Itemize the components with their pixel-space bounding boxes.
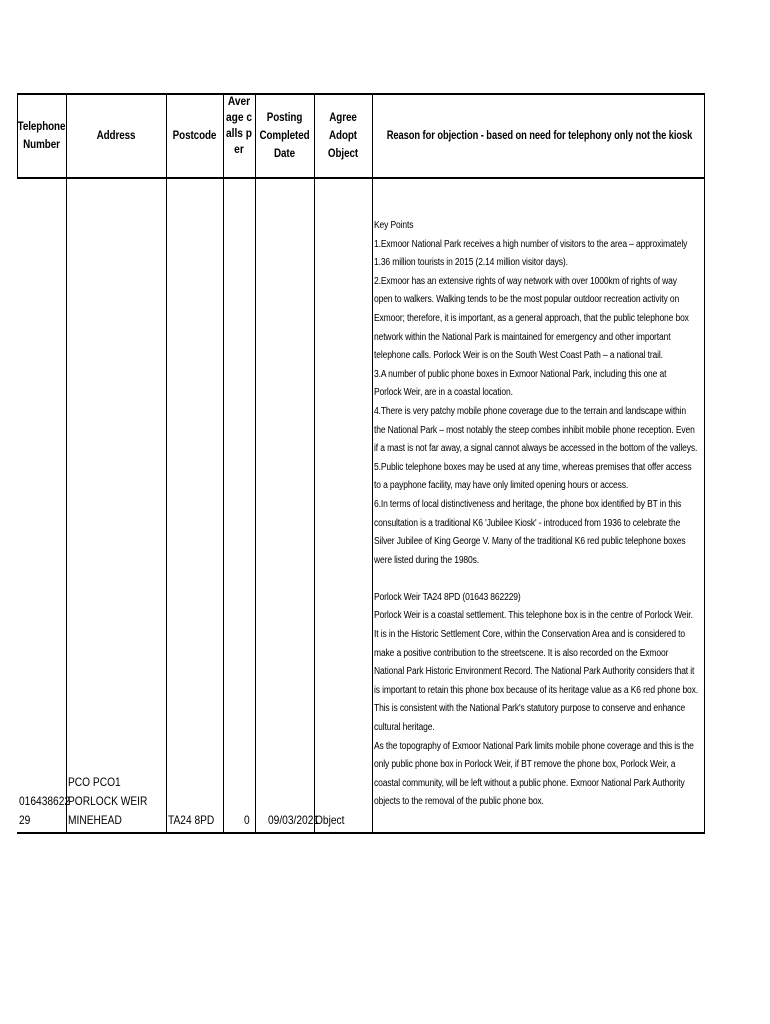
reason-line: network within the National Park is maintained for emergency and other important	[374, 331, 671, 343]
reason-line: 5.Public telephone boxes may be used at any time, whereas premises that offer access	[374, 461, 692, 473]
header-telephone-line: Telephone	[17, 119, 66, 133]
col-divider	[255, 93, 256, 833]
reason-line: It is in the Historic Settlement Core, within the Conservation Area and is considered to	[374, 629, 686, 641]
reason-line: Key Points	[374, 220, 414, 231]
reason-line: Porlock Weir is a coastal settlement. This telephone box is in the centre of Porlock Weir.	[374, 610, 693, 622]
header-agree-line: Agree	[329, 110, 357, 124]
cell-telephone-number-line2: 29	[19, 813, 31, 827]
cell-average-calls: 0	[244, 813, 250, 827]
header-posting-completed-date	[260, 93, 308, 177]
reason-line: to a payphone facility, may have only limited opening hours or access.	[374, 480, 629, 492]
reason-line: only public phone box in Porlock Weir, if BT remove the phone box, Porlock Weir, a	[374, 759, 676, 771]
header-posting-line: Posting	[266, 110, 303, 124]
reason-line: consultation is a traditional K6 'Jubilee Kiosk' - introduced from 1936 to celebrate the	[374, 517, 681, 529]
reason-line: make a positive contribution to the streetscene. It is also recorded on the Exmoor	[374, 647, 669, 659]
table-bottom-border	[17, 832, 705, 834]
header-postcode: Postcode	[172, 128, 217, 142]
cell-posting-completed-date: 09/03/2021	[268, 813, 320, 827]
reason-line: cultural heritage.	[374, 722, 435, 734]
reason-line: is important to retain this phone box because of its heritage value as a K6 red phone box.	[374, 684, 699, 696]
reason-line: Silver Jubilee of King George V. Many of the traditional K6 red public telephone boxes	[374, 536, 686, 548]
reason-line: the National Park – most notably the steep combes inhibit mobile phone reception. Even	[374, 424, 695, 436]
cell-address-line3: MINEHEAD	[68, 813, 122, 827]
header-date-line: Date	[273, 146, 296, 160]
reason-line: 1.36 million tourists in 2015 (2.14 million visitor days).	[374, 257, 568, 269]
header-adopt-line: Adopt	[328, 128, 358, 142]
reason-line: objects to the removal of the public phone box.	[374, 796, 544, 808]
reason-line: coastal community, will be left without a public phone. Exmoor National Park Authority	[374, 777, 685, 789]
col-divider	[66, 93, 67, 833]
reason-line: Porlock Weir, are in a coastal location.	[374, 387, 513, 399]
col-divider	[372, 93, 373, 833]
header-completed-line: Completed	[259, 128, 310, 142]
header-average-calls	[223, 93, 255, 177]
cell-address-line2: PORLOCK WEIR	[68, 794, 148, 808]
reason-line: Exmoor; therefore, it is important, as a general approach, that the public telephone box	[374, 312, 689, 324]
header-agree-adopt-object	[319, 93, 367, 177]
header-bottom-border	[17, 177, 705, 179]
header-reason: Reason for objection - based on need for telephony only not the kiosk	[386, 128, 693, 142]
cell-address-line1: PCO PCO1	[68, 775, 121, 789]
reason-line: 6.In terms of local distinctiveness and heritage, the phone box identified by BT in this	[374, 498, 682, 510]
header-number-line: Number	[23, 137, 60, 151]
cell-telephone-number-line1: 016438622	[19, 794, 71, 808]
col-divider	[314, 93, 315, 833]
reason-line: National Park Historic Environment Record. The National Park Authority considers that it	[374, 666, 695, 678]
header-object-line: Object	[327, 146, 359, 160]
header-telephone-number	[17, 93, 66, 177]
reason-line: were listed during the 1980s.	[374, 554, 479, 566]
reason-line	[374, 570, 706, 589]
col-divider	[166, 93, 167, 833]
reason-line: 4.There is very patchy mobile phone coverage due to the terrain and landscape within	[374, 405, 687, 417]
col-divider	[223, 93, 224, 833]
reason-line: 3.A number of public phone boxes in Exmoor National Park, including this one at	[374, 368, 667, 380]
reason-line: if a mast is not far away, a signal cannot always be accessed in the bottom of the valleys.	[374, 443, 698, 455]
reason-line: 2.Exmoor has an extensive rights of way network with over 1000km of rights of way	[374, 275, 677, 287]
reason-line: Porlock Weir TA24 8PD (01643 862229)	[374, 591, 521, 603]
header-average-calls-text: Average calls per	[225, 94, 253, 156]
header-address: Address	[96, 128, 136, 142]
reason-line: open to walkers. Walking tends to be the most popular outdoor recreation activity on	[374, 294, 680, 306]
reason-line: 1.Exmoor National Park receives a high number of visitors to the area – approximately	[374, 238, 688, 250]
col-divider	[17, 93, 18, 177]
reason-line: telephone calls. Porlock Weir is on the South West Coast Path – a national trail.	[374, 350, 663, 362]
cell-postcode: TA24 8PD	[168, 813, 215, 827]
reason-line: As the topography of Exmoor National Park limits mobile phone coverage and this is the	[374, 740, 694, 752]
objection-table	[17, 93, 705, 835]
cell-agree-adopt-object: Object	[315, 813, 345, 827]
reason-line: This is consistent with the National Park's statutory purpose to conserve and enhance	[374, 703, 686, 715]
cell-reason-for-objection	[374, 217, 706, 812]
